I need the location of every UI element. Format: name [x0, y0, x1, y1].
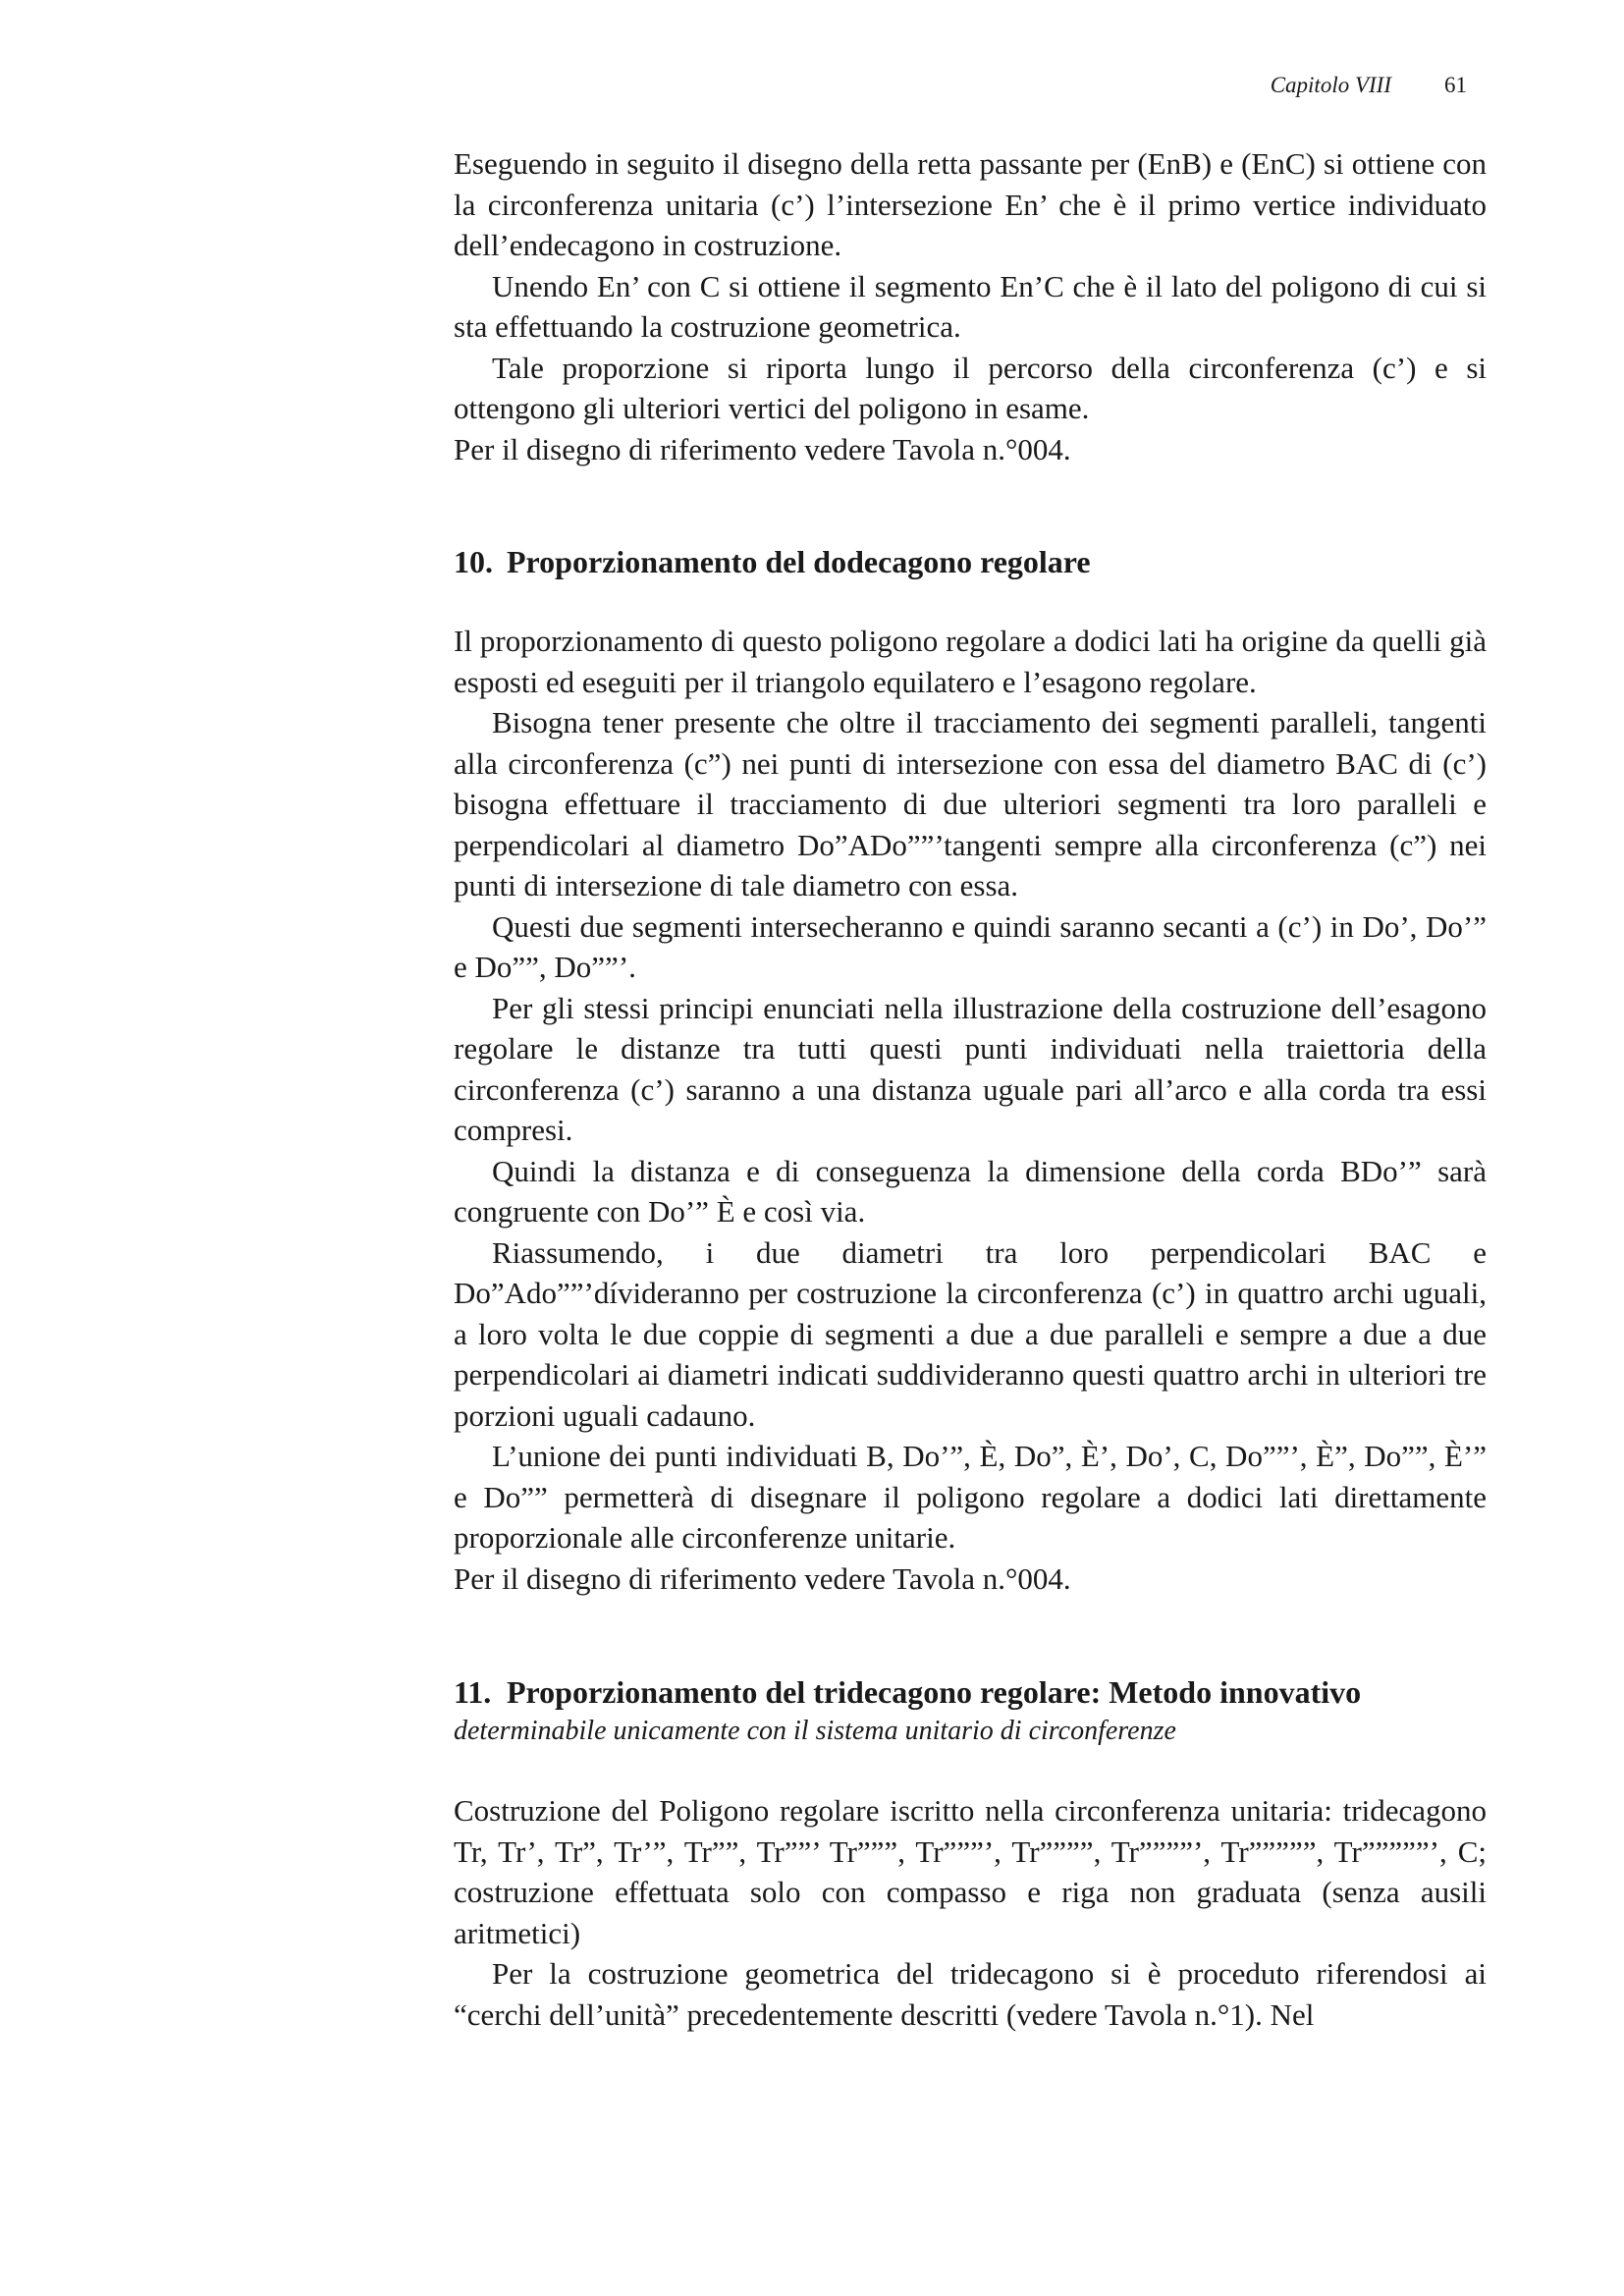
paragraph: Costruzione del Poligono regolare iscritto nella circonferenza unitaria: tridecagono Tr, Tr’, Tr”, Tr’”, Tr””, Tr””’ Tr”””, Tr”””’, Tr””””, Tr””””’, Tr”””””, Tr”””””’, C; costruzione effettuata solo con compasso e riga non graduata (senza ausili aritmetici) [454, 1793, 1487, 1950]
section-subtitle: determinabile unicamente con il sistema unitario di circonferenze [454, 1716, 1176, 1746]
section-title: Proporzionamento del tridecagono regolare: Metodo innovativo [507, 1674, 1362, 1710]
paragraph: Questi due segmenti intersecheranno e quindi saranno secanti a (c’) in Do’, Do’” e Do””, Do””’. [454, 908, 1487, 984]
running-header [1271, 73, 1467, 98]
paragraph: Unendo En’ con C si ottiene il segmento En’C che è il lato del poligono di cui si sta effettuando la costruzione geometrica. [454, 268, 1487, 344]
page-number: 61 [1444, 73, 1467, 97]
paragraph: Riassumendo, i due diametri tra loro perpendicolari BAC e Do”Ado””’dívideranno per costruzione la circonferenza (c’) in quattro archi uguali, a loro volta le due coppie di segmenti a due a due paralleli e sempre a due a due perpendicolari ai diametri indicati suddivideranno questi quattro archi in ulteriori tre porzioni uguali cadauno. [454, 1234, 1487, 1433]
section-heading [454, 1672, 1487, 1712]
paragraph: Per il disegno di riferimento vedere Tavola n.°004. [454, 1560, 1071, 1596]
section-heading [454, 542, 1487, 581]
section-number: 11. [454, 1674, 492, 1710]
paragraph: Per il disegno di riferimento vedere Tavola n.°004. [454, 431, 1071, 466]
chapter-title: Capitolo VIII [1270, 73, 1391, 97]
section-title: Proporzionamento del dodecagono regolare [507, 544, 1091, 579]
paragraph: L’unione dei punti individuati B, Do’”, È, Do”, È’, Do’, C, Do””’, È”, Do””, È’” e Do”” permetterà di disegnare il poligono regolare a dodici lati direttamente proporzionale alle circonferenze unitarie. [454, 1439, 1487, 1555]
paragraph: Tale proporzione si riporta lungo il percorso della circonferenza (c’) e si ottengono gli ulteriori vertici del poligono in esame. [454, 350, 1487, 425]
paragraph: Quindi la distanza e di conseguenza la dimensione della corda BDo’” sarà congruente con Do’” È e così via. [454, 1153, 1487, 1229]
paragraph: Il proporzionamento di questo poligono regolare a dodici lati ha origine da quelli già esposti ed eseguiti per il triangolo equilatero e l’esagono regolare. [454, 624, 1487, 699]
page-body [454, 143, 1487, 2035]
paragraph: Per la costruzione geometrica del tridecagono si è proceduto riferendosi ai “cerchi dell’unità” precedentemente descritti (vedere Tavola n.°1). Nel [454, 1956, 1487, 2032]
paragraph: Bisogna tener presente che oltre il tracciamento dei segmenti paralleli, tangenti alla circonferenza (c”) nei punti di intersezione con essa del diametro BAC di (c’) bisogna effettuare il tracciamento di due ulteriori segmenti tra loro paralleli e perpendicolari al diametro Do”ADo””’tangenti sempre alla circonferenza (c”) nei punti di intersezione di tale diametro con essa. [454, 705, 1487, 902]
paragraph: Eseguendo in seguito il disegno della retta passante per (EnB) e (EnC) si ottiene con la circonferenza unitaria (c’) l’intersezione En’ che è il primo vertice individuato dell’endecagono in costruzione. [454, 146, 1487, 262]
paragraph: Per gli stessi principi enunciati nella illustrazione della costruzione dell’esagono regolare le distanze tra tutti questi punti individuati nella traiettoria della circonferenza (c’) saranno a una distanza uguale pari all’arco e alla corda tra essi compresi. [454, 990, 1487, 1147]
section-number: 10. [454, 544, 493, 579]
